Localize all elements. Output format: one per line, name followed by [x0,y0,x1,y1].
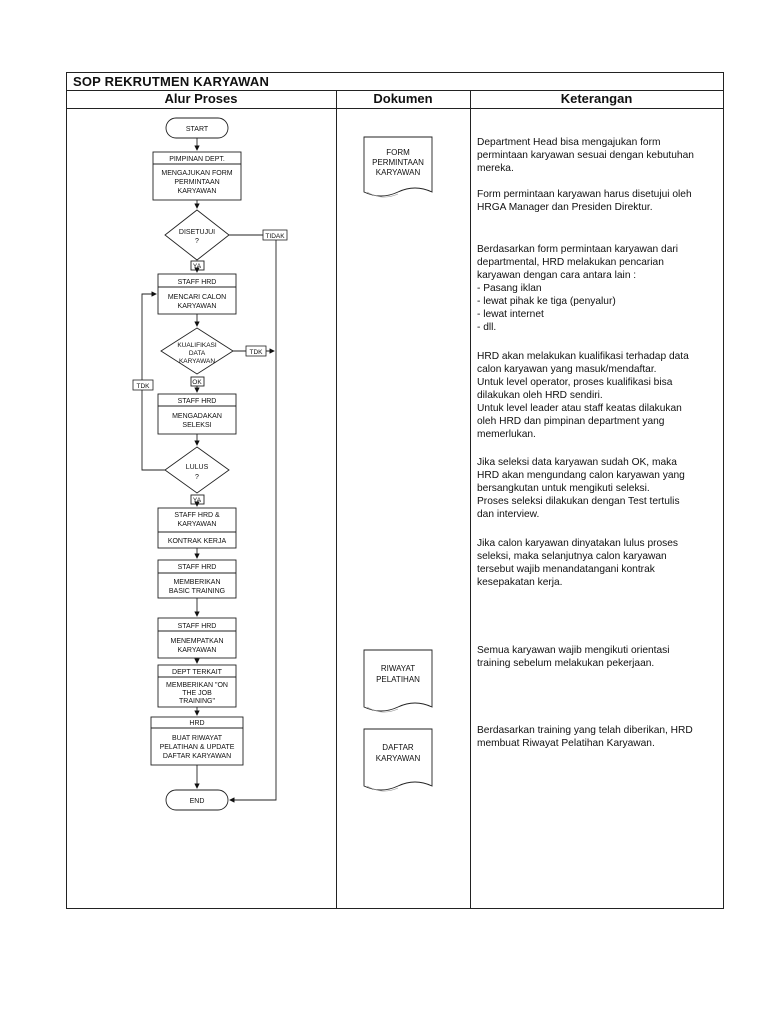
column-header-document: Dokumen [373,91,433,106]
step3-action-line1: MENGADAKAN [172,413,222,420]
decision2-line3: KARYAWAN [178,358,216,365]
document-daftar-line2: KARYAWAN [375,754,421,763]
document-riwayat-line1: RIWAYAT [380,664,416,673]
decision3-line2: ? [195,474,199,481]
loop-no-label: TDK [136,383,150,390]
step1-role: PIMPINAN DEPT. [169,156,225,163]
step7-action-line2: THE JOB [182,690,212,697]
step4-role-line1: STAFF HRD & [174,512,220,519]
note-kontrak: Jika calon karyawan dinyatakan lulus proses seleksi, maka selanjutnya calon karyawan tersebut wajib menandatangani kontrak kesepakatan kerja. [477,538,679,588]
end-label: END [189,798,205,805]
step5-action-line2: BASIC TRAINING [168,588,226,595]
step6-role: STAFF HRD [177,623,217,630]
step1-action-line3: KARYAWAN [177,188,217,195]
step3-role: STAFF HRD [177,398,217,405]
decision1-line2: ? [195,238,199,245]
decision1-no-label: TIDAK [265,233,285,240]
decision2-yes-label: OK [192,379,202,386]
step5-action-line1: MEMBERIKAN [173,579,221,586]
decision2-line2: DATA [188,350,206,357]
note-orientasi: Semua karyawan wajib mengikuti orientasi training sebelum melakukan pekerjaan. [477,645,670,669]
step1-action-line2: PERMINTAAN [174,179,220,186]
note-seleksi: Jika seleksi data karyawan sudah OK, maka HRD akan mengundang calon karyawan yang bersangkutan untuk mengikuti seleksi. Proses seleksi dilakukan dengan Test tertulis dan interview. [477,457,685,520]
step2-role: STAFF HRD [177,279,217,286]
document-daftar-line1: DAFTAR [382,743,414,752]
decision3-line1: LULUS [185,464,209,471]
step5-role: STAFF HRD [177,564,217,571]
step8-action-line1: BUAT RIWAYAT [171,735,223,742]
step6-action-line2: KARYAWAN [177,647,217,654]
step7-role: DEPT TERKAIT [172,669,222,676]
step2-action-line1: MENCARI CALON [167,294,227,301]
step8-role: HRD [189,720,205,727]
page-title: SOP REKRUTMEN KARYAWAN [73,74,270,89]
note-pencarian: Berdasarkan form permintaan karyawan dari departmental, HRD melakukan pencarian karyawan dengan cara antara lain : - Pasang iklan - lewat pihak ke tiga (penyalur) - lewat internet - dll. [477,244,679,333]
step1-action-line1: MENGAJUKAN FORM [161,170,233,177]
document-form-line3: KARYAWAN [375,168,421,177]
step2-action-line2: KARYAWAN [177,303,217,310]
step6-action-line1: MENEMPATKAN [170,638,224,645]
step7-action-line1: MEMBERIKAN "ON [166,682,228,689]
document-form-line2: PERMINTAAN [372,158,424,167]
step8-action-line2: PELATIHAN & UPDATE [159,744,235,751]
note-pengajuan: Department Head bisa mengajukan form permintaan karyawan sesuai dengan kebutuhan mereka. Form permintaan karyawan harus disetujui oleh HRGA Manager dan Presiden Direktur. [477,137,694,213]
column-header-process: Alur Proses [164,91,238,106]
column-header-notes: Keterangan [560,91,633,106]
decision1-yes-label: YA [192,263,202,270]
decision2-no-label: TDK [249,349,263,356]
note-riwayat: Berdasarkan training yang telah diberikan, HRD membuat Riwayat Pelatihan Karyawan. [477,725,693,749]
step3-action-line2: SELEKSI [182,422,212,429]
document-riwayat-line2: PELATIHAN [376,675,420,684]
decision3-yes-label: YA [192,497,202,504]
decision1-line1: DISETUJUI [178,229,216,236]
decision2-line1: KUALIFIKASI [177,342,217,349]
step8-action-line3: DAFTAR KARYAWAN [162,753,232,760]
step7-action-line3: TRAINING" [179,698,215,705]
document-form-line1: FORM [386,148,410,157]
step4-action: KONTRAK KERJA [167,538,227,545]
note-kualifikasi: HRD akan melakukan kualifikasi terhadap data calon karyawan yang masuk/mendaftar. Untuk level operator, proses kualifikasi bisa dilakukan oleh HRD sendiri. Untuk level leader atau staff keatas dilakukan oleh HRD dan pimpinan department yang memerlukan. [477,351,689,440]
start-label: START [185,126,209,133]
step4-role-line2: KARYAWAN [177,521,217,528]
